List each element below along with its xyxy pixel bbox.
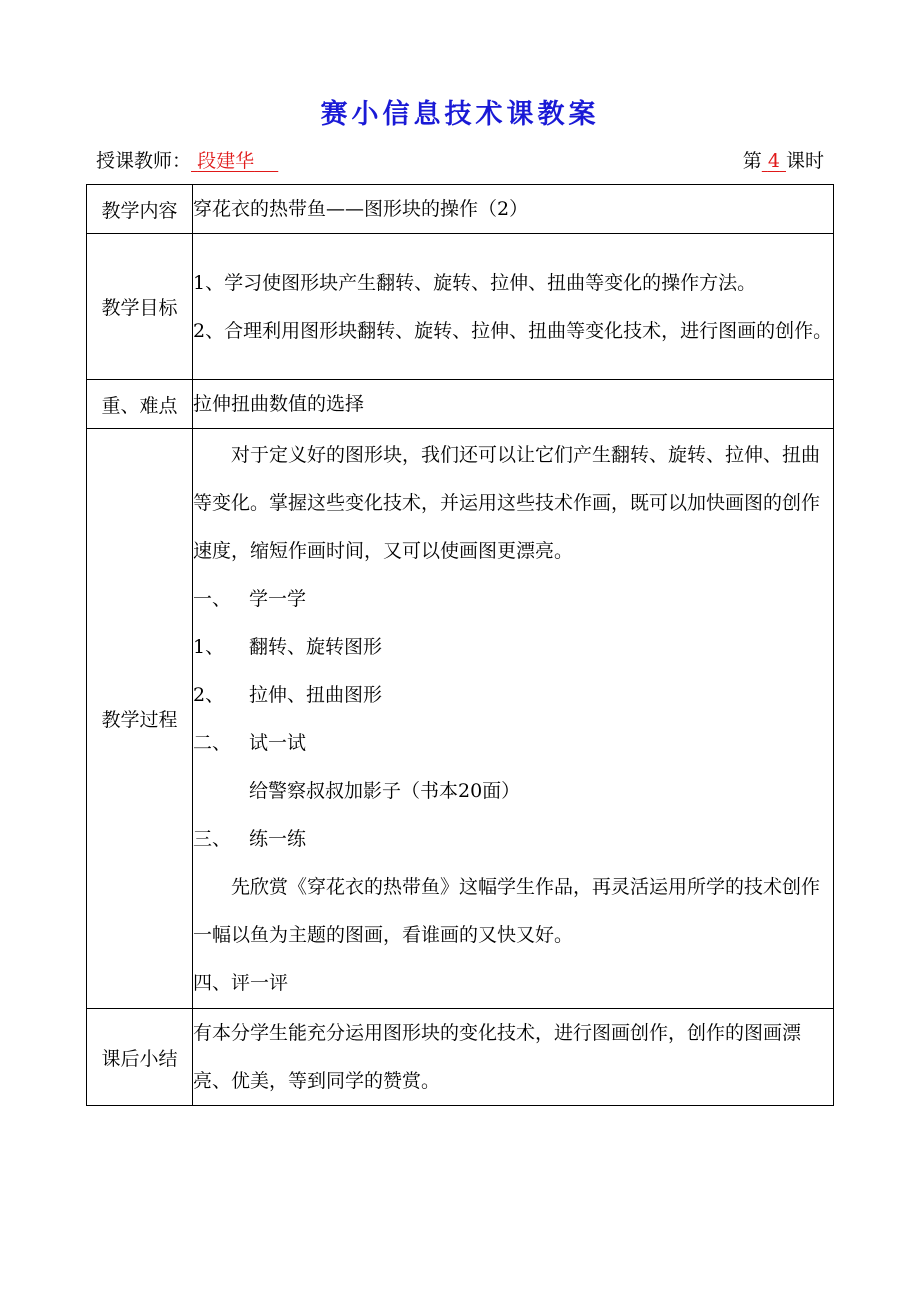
lesson-prefix: 第 — [742, 150, 762, 172]
lesson-number: 4 — [767, 150, 780, 172]
label-teaching-content: 教学内容 — [87, 185, 193, 234]
label-teaching-process: 教学过程 — [87, 429, 193, 1009]
row-teaching-process — [87, 429, 834, 1009]
teaching-goals-cell — [193, 234, 834, 380]
label-teaching-goals: 教学目标 — [87, 234, 193, 380]
label-summary: 课后小结 — [87, 1009, 193, 1106]
row-teaching-goals — [87, 234, 834, 380]
process-intro: 对于定义好的图形块，我们还可以让它们产生翻转、旋转、拉伸、扭曲等变化。掌握这些变化技术，并运用这些技术作画，既可以加快画图的创作速度，缩短作画时间，又可以使画图更漂亮。 — [193, 443, 821, 562]
lesson-plan-table — [86, 184, 834, 1106]
lesson-info-row — [96, 146, 824, 178]
teacher-label: 授课教师： — [96, 150, 192, 172]
lesson-number-info — [743, 146, 824, 173]
process-section-3: 三、 练一练 — [193, 827, 307, 850]
row-key-points — [87, 380, 834, 429]
row-teaching-content — [87, 185, 834, 234]
key-points-text: 拉伸扭曲数值的选择 — [193, 380, 834, 429]
process-section-2: 二、 试一试 — [193, 731, 307, 754]
teaching-content-text: 穿花衣的热带鱼——图形块的操作（2） — [193, 185, 834, 234]
process-section-4: 四、评一评 — [193, 971, 289, 994]
lesson-suffix: 课时 — [785, 150, 824, 172]
teaching-process-cell — [193, 429, 834, 1009]
process-item-1: 1、 翻转、旋转图形 — [193, 635, 383, 658]
goal-item: 1、学习使图形块产生翻转、旋转、拉伸、扭曲等变化的操作方法。 — [193, 271, 757, 294]
teacher-info — [96, 146, 278, 173]
label-key-points: 重、难点 — [87, 380, 193, 429]
process-section-2-text: 给警察叔叔加影子（书本20面） — [249, 779, 521, 802]
process-section-1: 一、 学一学 — [193, 587, 307, 610]
summary-text: 有本分学生能充分运用图形块的变化技术，进行图画创作，创作的图画漂亮、优美，等到同学的赞赏。 — [193, 1009, 834, 1106]
goal-item: 2、合理利用图形块翻转、旋转、拉伸、扭曲等变化技术，进行图画的创作。 — [193, 319, 833, 342]
page-title: 赛小信息技术课教案 — [320, 99, 600, 130]
process-section-3-text: 先欣赏《穿花衣的热带鱼》这幅学生作品，再灵活运用所学的技术创作一幅以鱼为主题的图画，看谁画的又快又好。 — [193, 875, 821, 946]
teacher-name: 段建华 — [197, 150, 255, 172]
row-summary — [87, 1009, 834, 1106]
process-item-2: 2、 拉伸、扭曲图形 — [193, 683, 383, 706]
